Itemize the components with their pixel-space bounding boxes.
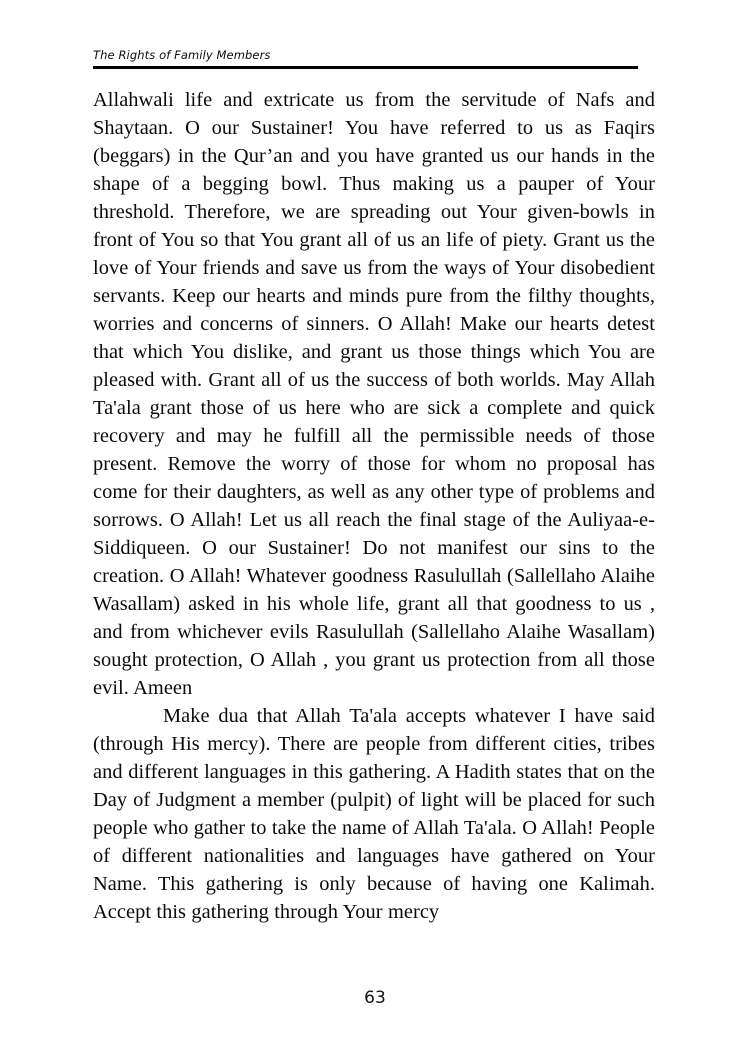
page-number: 63 [364, 988, 386, 1008]
header-rule [93, 66, 638, 69]
running-header [93, 48, 638, 69]
paragraph: Make dua that Allah Ta'ala accepts whatever I have said (through His mercy). There are people from different cities, tribes and different languages in this gathering. A Hadith states that on the Day of Judgment a member (pulpit) of light will be placed for such people who gather to take the name of Allah Ta'ala. O Allah! People of different nationalities and languages have gathered on Your Name. This gathering is only because of having one Kalimah. Accept this gathering through Your mercy [93, 705, 655, 923]
body-text-block [93, 86, 655, 926]
paragraph: Allahwali life and extricate us from the servitude of Nafs and Shaytaan. O our Sustainer! You have referred to us as Faqirs (beggars) in the Qur’an and you have granted us our hands in the shape of a begging bowl. Thus making us a pauper of Your threshold. Therefore, we are spreading out Your given-bowls in front of You so that You grant all of us an life of piety. Grant us the love of Your friends and save us from the ways of Your disobedient servants. Keep our hearts and minds pure from the filthy thoughts, worries and concerns of sinners. O Allah! Make our hearts detest that which You dislike, and grant us those things which You are pleased with. Grant all of us the success of both worlds. May Allah Ta'ala grant those of us here who are sick a complete and quick recovery and may he fulfill all the permissible needs of those present. Remove the worry of those for whom no proposal has come for their daughters, as well as any other type of problems and sorrows. O Allah! Let us all reach the final stage of the Auliyaa-e-Siddiqueen. O our Sustainer! Do not manifest our sins to the creation. O Allah! Whatever goodness Rasulullah (Sallellaho Alaihe Wasallam) asked in his whole life, grant all that goodness to us , and from whichever evils Rasulullah (Sallellaho Alaihe Wasallam) sought protection, O Allah , you grant us protection from all those evil. Ameen [93, 89, 655, 699]
running-header-title: The Rights of Family Members [93, 48, 271, 62]
